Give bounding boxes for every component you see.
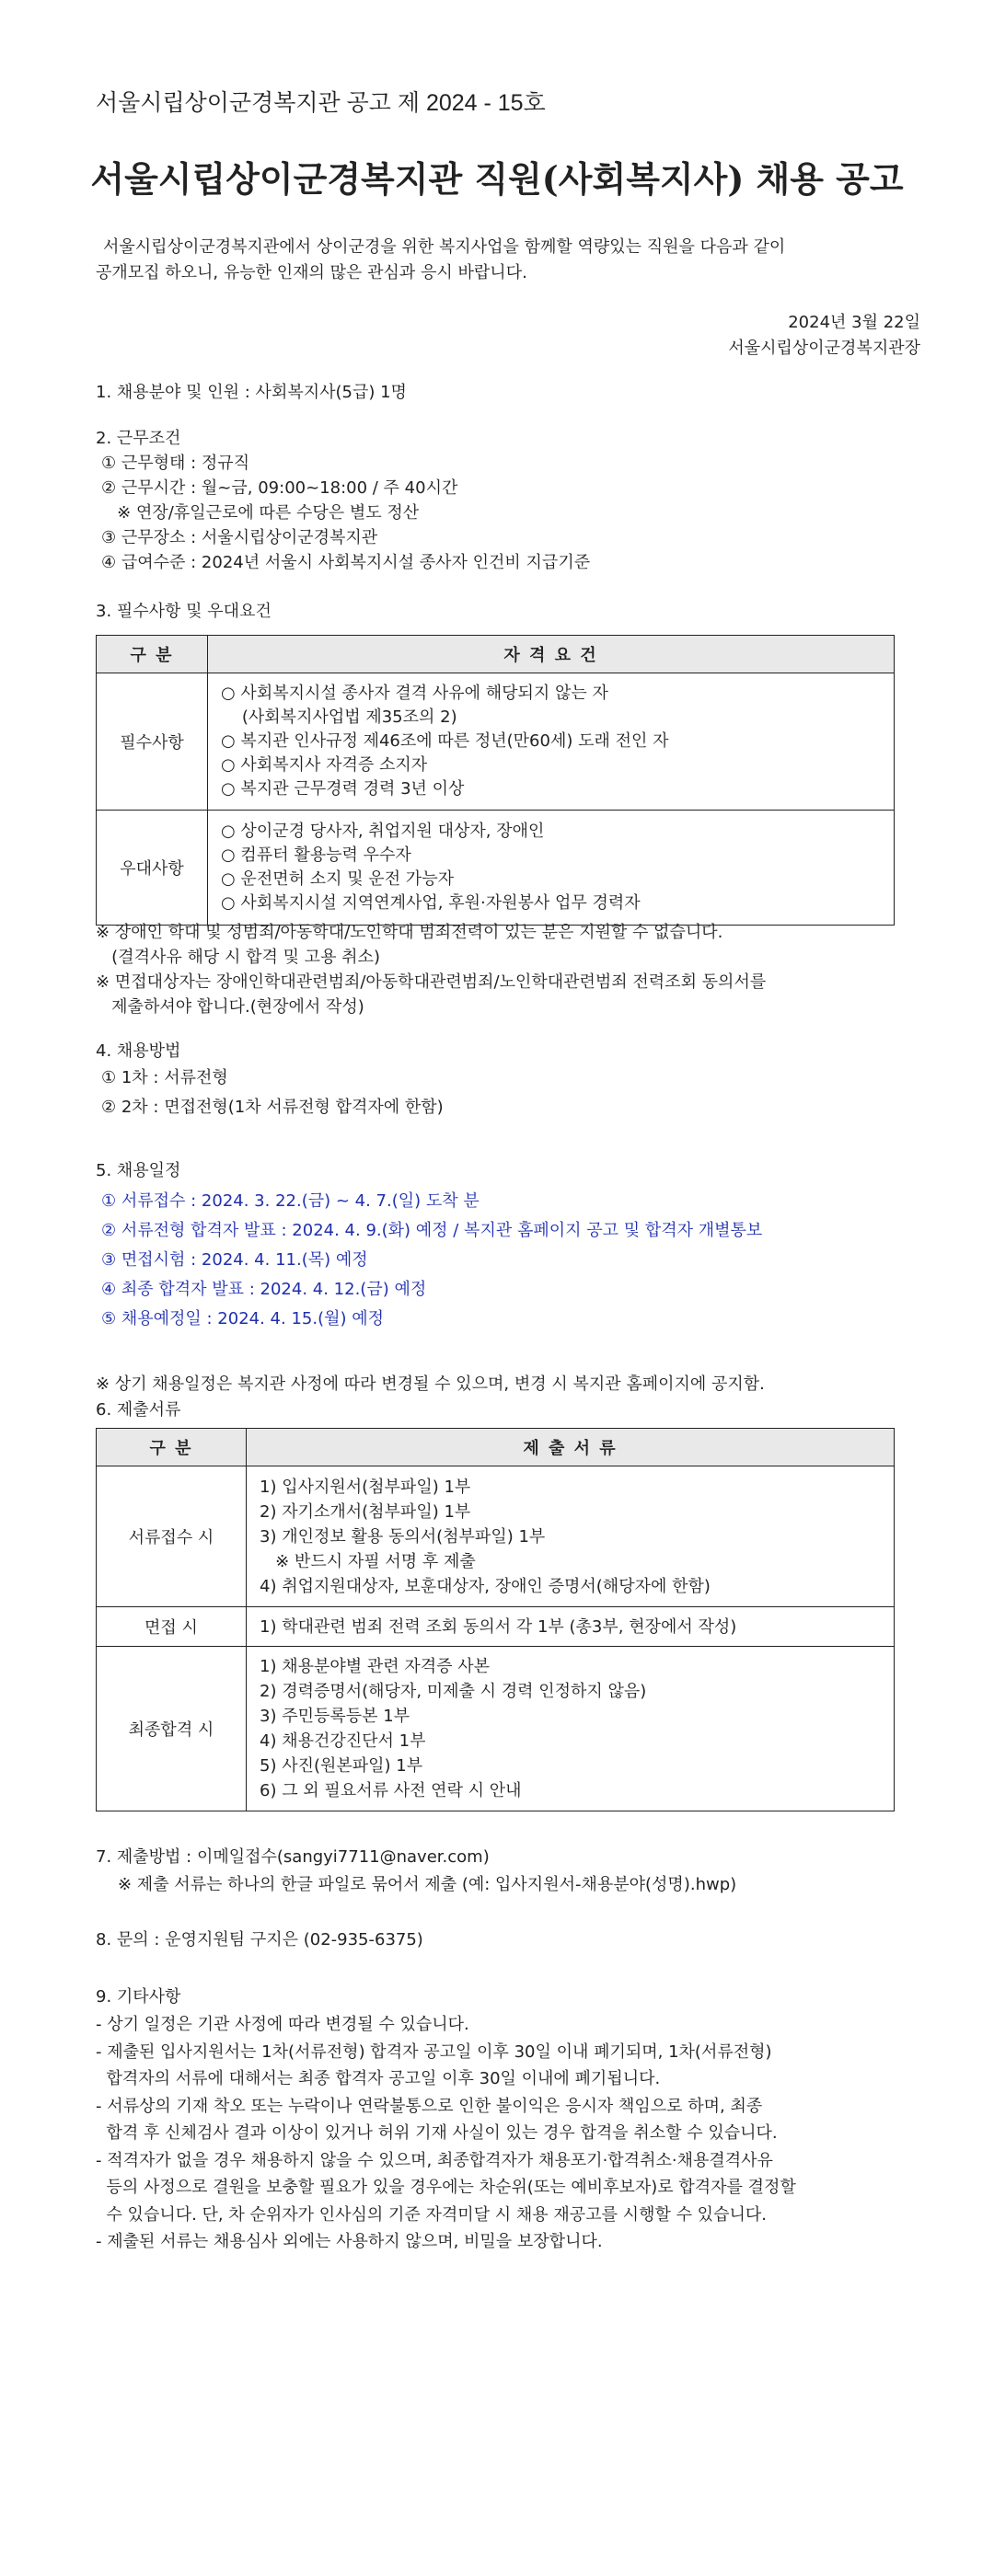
table-header-documents: 제 출 서 류 [247,1429,895,1466]
list-item: 5) 사진(원본파일) 1부 [260,1756,423,1776]
section-7-note: ※ 제출 서류는 하나의 한글 파일로 묶어서 제출 (예: 입사지원서-채용분야(성명).hwp) [118,1875,737,1894]
row-category: 우대사항 [97,811,208,926]
list-item: 1) 채용분야별 관련 자격증 사본 [260,1657,491,1676]
misc-line: 합격자의 서류에 대해서는 최종 합격자 공고일 이후 30일 이내에 폐기됩니다. [96,2069,661,2088]
misc-line: - 적격자가 없을 경우 채용하지 않을 수 있으며, 최종합격자가 채용포기·합격취소·채용결격사유 [96,2150,773,2170]
table-header-requirements: 자 격 요 건 [208,636,895,673]
notice-number: 서울시립상이군경복지관 공고 제 2024 - 15호 [96,90,546,116]
misc-line: - 상기 일정은 기관 사정에 따라 변경될 수 있습니다. [96,2015,469,2034]
section-2-list [101,451,590,575]
schedule-item: ③ 면접시험 : 2024. 4. 11.(목) 예정 [101,1250,368,1270]
list-item: 3) 주민등록등본 1부 [260,1707,410,1726]
schedule-item: ④ 최종 합격자 발표 : 2024. 4. 12.(금) 예정 [101,1280,427,1299]
row-category: 서류접수 시 [97,1466,247,1607]
note-line: 제출하셔야 합니다.(현장에서 작성) [96,997,364,1017]
row-category: 필수사항 [97,673,208,811]
list-item: 4) 채용건강진단서 1부 [260,1731,426,1751]
schedule-note: ※ 상기 채용일정은 복지관 사정에 따라 변경될 수 있으며, 변경 시 복지관 홈페이지에 공지함. [96,1374,765,1394]
table-row [97,811,895,926]
misc-line: - 제출된 서류는 채용심사 외에는 사용하지 않으며, 비밀을 보장합니다. [96,2232,603,2251]
section-9-list [96,2011,796,2256]
row-items [208,811,895,926]
list-item: 3) 개인정보 활용 동의서(첨부파일) 1부 [260,1526,546,1547]
row-items [208,673,895,811]
row-items [247,1607,895,1647]
schedule-list [101,1187,762,1334]
list-item: ※ 반드시 자필 서명 후 제출 [260,1551,476,1571]
note-line: ※ 면접대상자는 장애인학대관련범죄/아동학대관련범죄/노인학대관련범죄 전력조회 동의서를 [96,972,767,992]
note-line: (결격사유 해당 시 합격 및 고용 취소) [96,948,380,967]
section-3-heading: 3. 필수사항 및 우대요건 [96,602,272,621]
table-header-row [97,636,895,673]
list-item: ○ 컴퓨터 활용능력 우수자 [221,845,411,865]
row-items [247,1466,895,1607]
requirements-table [96,635,895,926]
list-item: ○ 운전면허 소지 및 운전 가능자 [221,869,454,889]
intro-line-1: 서울시립상이군경복지관에서 상이군경을 위한 복지사업을 함께할 역량있는 직원을 다음과 같이 [103,237,786,257]
row-category: 면접 시 [97,1607,247,1647]
intro-line-2: 공개모집 하오니, 유능한 인재의 많은 관심과 응시 바랍니다. [96,263,527,282]
section-5-heading: 5. 채용일정 [96,1161,181,1180]
schedule-item: ⑤ 채용예정일 : 2024. 4. 15.(월) 예정 [101,1309,385,1328]
row-category: 최종합격 시 [97,1647,247,1811]
work-condition-item: ① 근무형태 : 정규직 [101,454,250,473]
list-item: ○ 사회복지사 자격증 소지자 [221,755,428,775]
misc-line: 등의 사정으로 결원을 보충할 필요가 있을 경우에는 차순위(또는 예비후보자)로 합격자를 결정할 [96,2178,796,2197]
list-item: ○ 복지관 인사규정 제46조에 따른 정년(만60세) 도래 전인 자 [221,731,669,751]
list-item: ○ 사회복지시설 종사자 결격 사유에 해당되지 않는 자 [221,684,608,703]
method-item: ① 1차 : 서류전형 [101,1068,228,1087]
list-item: 1) 학대관련 범죄 전력 조회 동의서 각 1부 (총3부, 현장에서 작성) [260,1616,737,1637]
section-9-heading: 9. 기타사항 [96,1987,181,2007]
table-header-category: 구 분 [97,636,208,673]
misc-line: 수 있습니다. 단, 차 순위자가 인사심의 기준 자격미달 시 채용 재공고를 시행할 수 있습니다. [96,2204,767,2225]
list-item: 1) 입사지원서(첨부파일) 1부 [260,1477,471,1497]
work-condition-item: ④ 급여수준 : 2024년 서울시 사회복지시설 종사자 인건비 지급기준 [101,553,591,572]
list-item: (사회복지사업법 제35조의 2) [221,707,457,727]
misc-line: - 제출된 입사지원서는 1차(서류전형) 합격자 공고일 이후 30일 이내 폐기되며, 1차(서류전형) [96,2041,772,2062]
table-row [97,1466,895,1607]
section-2-heading: 2. 근무조건 [96,429,181,448]
work-condition-item: ② 근무시간 : 월~금, 09:00~18:00 / 주 40시간 [101,478,458,498]
list-item: ○ 상이군경 당사자, 취업지원 대상자, 장애인 [221,822,545,841]
section-1-positions: 1. 채용분야 및 인원 : 사회복지사(5급) 1명 [96,383,407,402]
schedule-item: ① 서류접수 : 2024. 3. 22.(금) ~ 4. 7.(일) 도착 분 [101,1191,480,1211]
misc-line: - 서류상의 기재 착오 또는 누락이나 연락불통으로 인한 불이익은 응시자 책임으로 하며, 최종 [96,2096,763,2116]
list-item: ○ 사회복지시설 지역연계사업, 후원·자원봉사 업무 경력자 [221,893,641,913]
notice-date: 2024년 3월 22일 [788,313,920,332]
documents-table [96,1428,895,1811]
list-item: 6) 그 외 필요서류 사전 연락 시 안내 [260,1781,522,1800]
section-4-list [101,1064,444,1122]
section-3-notes [96,920,766,1019]
misc-line: 합격 후 신체검사 결과 이상이 있거나 허위 기재 사실이 있는 경우 합격을 취소할 수 있습니다. [96,2123,778,2143]
table-row [97,1647,895,1811]
table-row [97,673,895,811]
notice-signer: 서울시립상이군경복지관장 [728,339,920,358]
page-title: 서울시립상이군경복지관 직원(사회복지사) 채용 공고 [90,158,904,200]
list-item: 2) 경력증명서(해당자, 미제출 시 경력 인정하지 않음) [260,1682,647,1701]
work-condition-note: ※ 연장/휴일근로에 따른 수당은 별도 정산 [101,503,420,523]
list-item: 4) 취업지원대상자, 보훈대상자, 장애인 증명서(해당자에 한함) [260,1576,711,1596]
list-item: 2) 자기소개서(첨부파일) 1부 [260,1501,471,1522]
section-6-heading: 6. 제출서류 [96,1400,181,1420]
row-items [247,1647,895,1811]
list-item: ○ 복지관 근무경력 경력 3년 이상 [221,779,465,799]
method-item: ② 2차 : 면접전형(1차 서류전형 합격자에 한함) [101,1098,444,1117]
table-header-row [97,1429,895,1466]
work-condition-item: ③ 근무장소 : 서울시립상이군경복지관 [101,528,378,547]
section-8-contact: 8. 문의 : 운영지원팀 구지은 (02-935-6375) [96,1930,423,1949]
table-header-category: 구 분 [97,1429,247,1466]
schedule-item: ② 서류전형 합격자 발표 : 2024. 4. 9.(화) 예정 / 복지관 홈페이지 공고 및 합격자 개별통보 [101,1221,763,1240]
section-7-submission: 7. 제출방법 : 이메일접수(sangyi7711@naver.com) [96,1847,490,1867]
table-row [97,1607,895,1647]
note-line: ※ 장애인 학대 및 성범죄/아동학대/노인학대 범죄전력이 있는 분은 지원할 수 없습니다. [96,923,723,942]
section-4-heading: 4. 채용방법 [96,1041,181,1061]
